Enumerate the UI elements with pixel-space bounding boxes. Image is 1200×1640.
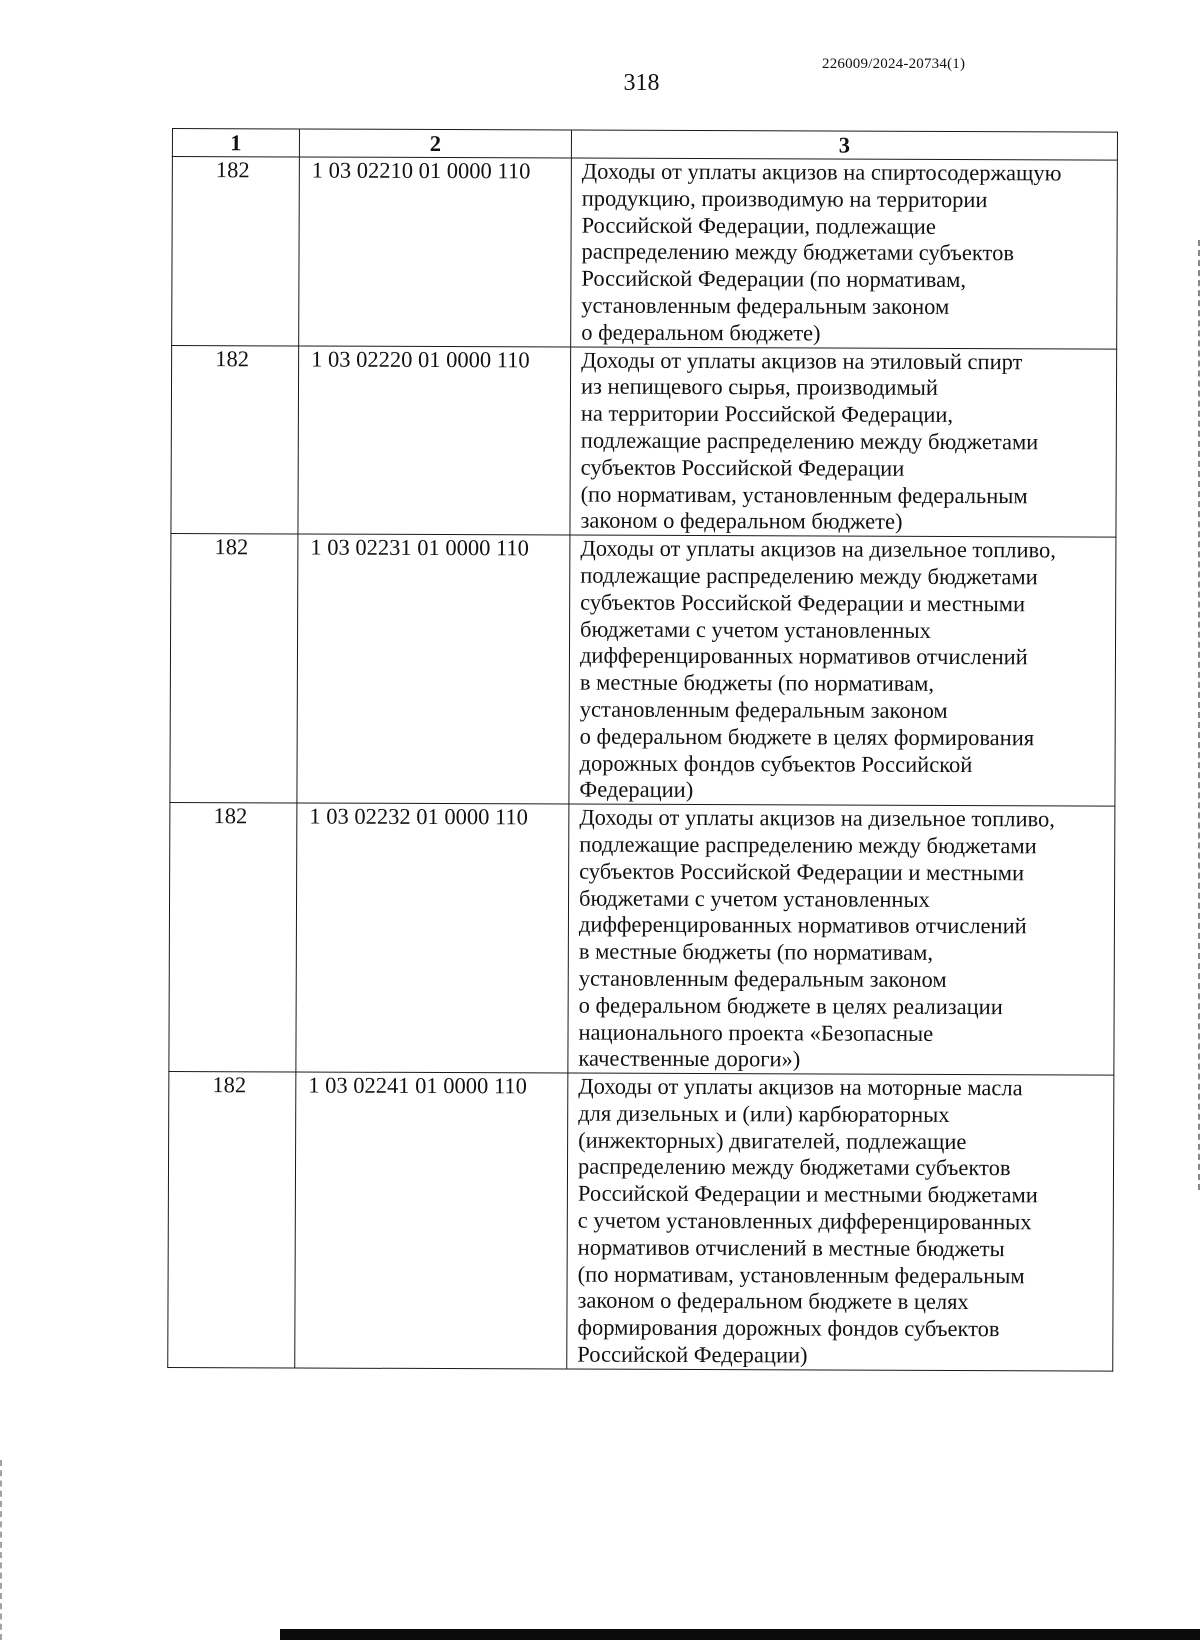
description-line: установленным федеральным законом bbox=[578, 965, 947, 992]
description-line: (по нормативам, установленным федеральным bbox=[577, 1261, 1025, 1288]
description-line: законом о федеральном бюджете в целях bbox=[577, 1288, 969, 1315]
description-line: субъектов Российской Федерации и местными bbox=[579, 858, 1025, 885]
description-line: дорожных фондов субъектов Российской bbox=[579, 750, 973, 777]
revenue-description-cell bbox=[569, 535, 1116, 806]
description-line: Доходы от уплаты акцизов на дизельное топливо, bbox=[579, 804, 1055, 832]
description-line: установленным федеральным законом bbox=[579, 696, 948, 723]
description-line: о федеральном бюджете в целях формирования bbox=[579, 723, 1035, 751]
budget-classification-code-cell: 1 03 02241 01 0000 110 bbox=[295, 1072, 568, 1369]
description-line: (инжекторных) двигателей, подлежащие bbox=[578, 1127, 967, 1154]
budget-classification-code-cell: 1 03 02210 01 0000 110 bbox=[299, 157, 572, 347]
column-header-1: 1 bbox=[172, 129, 299, 157]
description-line: качественные дороги») bbox=[578, 1045, 801, 1072]
administrator-code-cell: 182 bbox=[168, 1072, 296, 1368]
description-line: в местные бюджеты (по нормативам, bbox=[579, 669, 935, 697]
administrator-code-cell: 182 bbox=[171, 345, 299, 534]
table-body bbox=[168, 157, 1118, 1371]
description-line: подлежащие распределению между бюджетами bbox=[579, 831, 1037, 859]
description-line: нормативов отчислений в местные бюджеты bbox=[577, 1234, 1005, 1262]
revenue-description-cell bbox=[567, 1073, 1114, 1371]
description-line: Доходы от уплаты акцизов на моторные масла bbox=[578, 1073, 1023, 1101]
description-line: дифференцированных нормативов отчислений bbox=[579, 642, 1028, 670]
header-row bbox=[172, 129, 1117, 161]
description-line: подлежащие распределению между бюджетами bbox=[580, 427, 1039, 455]
description-line: Федерации) bbox=[579, 776, 694, 803]
description-line: в местные бюджеты (по нормативам, bbox=[578, 938, 934, 966]
revenue-description-cell bbox=[571, 158, 1118, 349]
scan-bottom-edge bbox=[280, 1629, 1200, 1640]
description-line: Доходы от уплаты акцизов на этиловый спирт bbox=[581, 347, 1023, 374]
budget-classification-code-cell: 1 03 02220 01 0000 110 bbox=[298, 346, 571, 536]
administrator-code-cell: 182 bbox=[172, 157, 300, 346]
description-line: о федеральном бюджете в целях реализации bbox=[578, 992, 1003, 1019]
description-line: на территории Российской Федерации, bbox=[580, 400, 954, 428]
description-line: национального проекта «Безопасные bbox=[578, 1019, 934, 1046]
scan-edge-marks-left bbox=[0, 1460, 4, 1640]
description-line: Российской Федерации) bbox=[577, 1341, 808, 1368]
page-number: 318 bbox=[623, 70, 660, 96]
table-row bbox=[170, 534, 1116, 807]
description-line: субъектов Российской Федерации и местными bbox=[580, 589, 1026, 617]
administrator-code-cell: 182 bbox=[169, 803, 297, 1072]
description-line: бюджетами с учетом установленных bbox=[580, 616, 931, 643]
column-header-3: 3 bbox=[571, 130, 1117, 160]
description-line: законом о федеральном бюджете) bbox=[580, 507, 903, 535]
budget-classification-code-cell: 1 03 02232 01 0000 110 bbox=[296, 803, 569, 1073]
description-line: (по нормативам, установленным федеральным bbox=[580, 481, 1028, 508]
description-line: дифференцированных нормативов отчислений bbox=[578, 911, 1027, 939]
description-line: формирования дорожных фондов субъектов bbox=[577, 1314, 1000, 1342]
budget-classification-code-cell: 1 03 02231 01 0000 110 bbox=[297, 534, 570, 804]
description-line: распределению между бюджетами субъектов bbox=[577, 1154, 1011, 1181]
table-row bbox=[172, 157, 1118, 349]
description-line: подлежащие распределению между бюджетами bbox=[580, 562, 1038, 590]
description-line: субъектов Российской Федерации bbox=[580, 454, 905, 481]
description-line: о федеральном бюджете) bbox=[581, 319, 821, 346]
description-line: распределению между бюджетами субъектов bbox=[581, 238, 1015, 266]
description-line: продукцию, производимую на территории bbox=[581, 185, 988, 212]
description-line: Российской Федерации и местными бюджетами bbox=[577, 1180, 1038, 1208]
description-line: из непищевого сырья, производимый bbox=[580, 373, 938, 401]
revenue-description-cell bbox=[570, 347, 1117, 538]
description-line: для дизельных и (или) карбюраторных bbox=[578, 1100, 950, 1127]
description-line: Доходы от уплаты акцизов на спиртосодержащую bbox=[581, 158, 1062, 186]
document-registration-number: 226009/2024-20734(1) bbox=[822, 56, 966, 72]
scan-edge-marks-right bbox=[1195, 240, 1200, 1190]
description-line: Российской Федерации, подлежащие bbox=[581, 212, 936, 239]
description-line: установленным федеральным законом bbox=[581, 292, 950, 319]
column-header-2: 2 bbox=[299, 129, 571, 158]
description-line: Доходы от уплаты акцизов на дизельное топливо, bbox=[580, 535, 1056, 563]
table-header bbox=[172, 129, 1117, 161]
description-line: с учетом установленных дифференцированных bbox=[577, 1207, 1032, 1235]
description-line: бюджетами с учетом установленных bbox=[579, 885, 930, 912]
administrator-code-cell: 182 bbox=[170, 534, 298, 803]
description-line: Российской Федерации (по нормативам, bbox=[581, 265, 967, 293]
table-row bbox=[169, 803, 1115, 1076]
table-row bbox=[171, 345, 1117, 537]
revenue-description-cell bbox=[568, 804, 1115, 1075]
budget-classification-table bbox=[167, 128, 1118, 1371]
table-row bbox=[168, 1072, 1114, 1371]
